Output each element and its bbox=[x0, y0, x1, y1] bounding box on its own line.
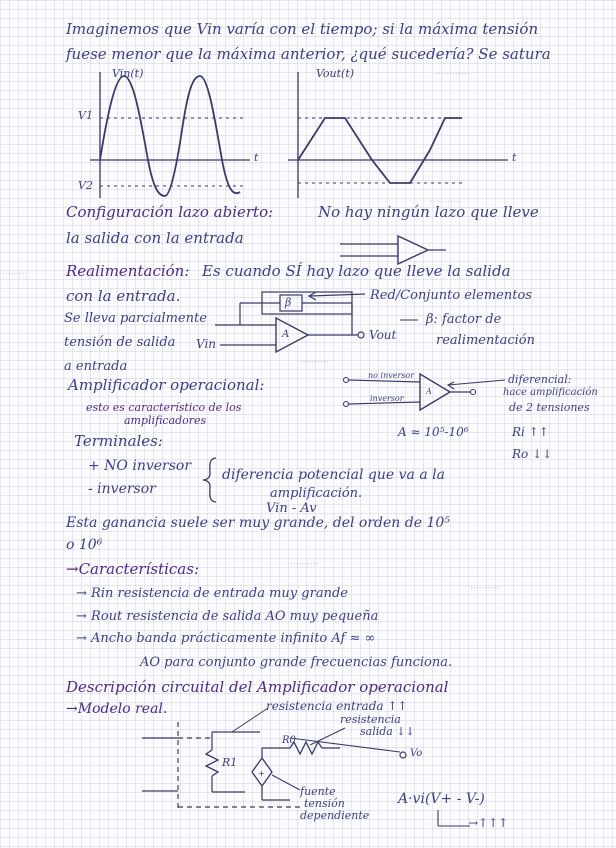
feedback-note-3: a entrada bbox=[64, 359, 128, 374]
faint-bleed-text-3: .......... bbox=[300, 355, 329, 365]
feedback-red-label: Red/Conjunto elementos bbox=[370, 288, 532, 303]
opamp-note-2: hace amplificación bbox=[503, 387, 598, 398]
open-loop-line-2: la salida con la entrada bbox=[66, 229, 244, 247]
plot2-ylabel: Vout(t) bbox=[316, 67, 355, 80]
circuit-rout-label-2: salida ↓↓ bbox=[360, 725, 415, 738]
feedback-beta-label-2: realimentación bbox=[436, 333, 535, 348]
features-bw-note: AO para conjunto grande frecuencias funciona. bbox=[140, 655, 453, 670]
terminals-plus: + NO inversor bbox=[88, 458, 192, 474]
opamp-in-minus: inversor bbox=[370, 394, 404, 403]
opamp-line-2: amplificadores bbox=[124, 414, 207, 427]
svg-text:+: + bbox=[258, 769, 265, 778]
circuit-source-2: tensión bbox=[304, 797, 345, 810]
faint-bleed-text-4: .......... bbox=[290, 557, 319, 567]
feedback-beta: β bbox=[285, 296, 292, 309]
vo-terminal bbox=[400, 752, 406, 758]
feedback-title: Realimentación: bbox=[66, 262, 190, 280]
circuit-r1: R1 bbox=[222, 756, 238, 769]
opamp-ri: Ri ↑↑ bbox=[512, 425, 549, 439]
plot1-xlabel: t bbox=[254, 151, 259, 164]
circuit-source-3: dependiente bbox=[300, 809, 370, 822]
gain-formula: Vin - Av bbox=[266, 501, 317, 516]
circuit-rin-label: resistencia entrada ↑↑ bbox=[266, 699, 408, 713]
opamp-triangle-a: A bbox=[426, 387, 432, 396]
faint-margin-note: ......... bbox=[2, 267, 28, 277]
feedback-line-2: con la entrada. bbox=[66, 287, 181, 305]
terminals-desc-2: amplificación. bbox=[270, 486, 363, 501]
feedback-beta-label-1: β: factor de bbox=[426, 312, 502, 327]
features-bw: → Ancho banda prácticamente infinito Af ≈ ∞ bbox=[76, 631, 376, 646]
terminals-minus: - inversor bbox=[88, 481, 156, 497]
terminals-title: Terminales: bbox=[74, 432, 163, 450]
faint-bleed-text-5: .......... bbox=[470, 581, 499, 591]
opamp-line-1: esto es característico de los bbox=[86, 401, 242, 414]
feedback-amp-a: A bbox=[282, 329, 290, 340]
opamp-title: Amplificador operacional: bbox=[68, 376, 265, 394]
intro-line-2: fuese menor que la máxima anterior, ¿qué sucedería? Se satura bbox=[66, 45, 551, 63]
feedback-note-2: tensión de salida bbox=[64, 335, 176, 350]
opamp-note-3: de 2 tensiones bbox=[509, 401, 590, 414]
circuit-title: Descripción circuital del Amplificador operacional bbox=[66, 678, 449, 696]
plot1-ylabel: Vin(t) bbox=[112, 67, 144, 80]
circuit-arrow: →↑↑↑ bbox=[468, 816, 509, 830]
circuit-vo: Vo bbox=[410, 748, 423, 759]
opamp-ro: Ro ↓↓ bbox=[512, 447, 553, 461]
features-title: →Características: bbox=[66, 560, 199, 578]
circuit-model: →Modelo real. bbox=[66, 701, 168, 717]
gain-line-2: o 10⁶ bbox=[66, 537, 103, 553]
gain-line-1: Esta ganancia suele ser muy grande, del orden de 10⁵ bbox=[66, 515, 450, 531]
r1-resistor bbox=[206, 750, 218, 776]
feedback-vout-label: Vout bbox=[369, 328, 397, 342]
features-rout: → Rout resistencia de salida AO muy pequeña bbox=[76, 609, 379, 624]
terminals-desc-1: diferencia potencial que va a la bbox=[222, 467, 445, 483]
plot1-v2-label: V2 bbox=[78, 179, 93, 192]
features-rin: → Rin resistencia de entrada muy grande bbox=[76, 586, 348, 601]
open-loop-title: Configuración lazo abierto: bbox=[66, 203, 274, 221]
opamp-in-plus: no inversor bbox=[368, 371, 415, 380]
opamp-note-1: diferencial: bbox=[508, 373, 572, 386]
faint-bleed-text-1: ............ bbox=[435, 67, 470, 77]
open-loop-line-1: No hay ningún lazo que lleve bbox=[318, 203, 539, 221]
faint-bleed-text-2: ........... bbox=[430, 195, 462, 205]
circuit-rout-label-1: resistencia bbox=[340, 713, 401, 726]
opamp-gain: A ≈ 10⁵-10⁶ bbox=[398, 425, 469, 439]
plot2-xlabel: t bbox=[512, 151, 517, 164]
feedback-line-1: Es cuando SÍ hay lazo que lleve la salida bbox=[202, 262, 511, 280]
plot1-v1-label: V1 bbox=[78, 109, 93, 122]
intro-line-1: Imaginemos que Vin varía con el tiempo; si la máxima tensión bbox=[66, 20, 539, 38]
circuit-r0: R0 bbox=[282, 735, 296, 746]
circuit-formula: A·vi(V+ - V-) bbox=[398, 791, 485, 807]
feedback-note-1: Se lleva parcialmente bbox=[64, 311, 207, 326]
circuit-source-1: fuente bbox=[300, 785, 336, 798]
feedback-vin-label: Vin bbox=[196, 337, 217, 351]
